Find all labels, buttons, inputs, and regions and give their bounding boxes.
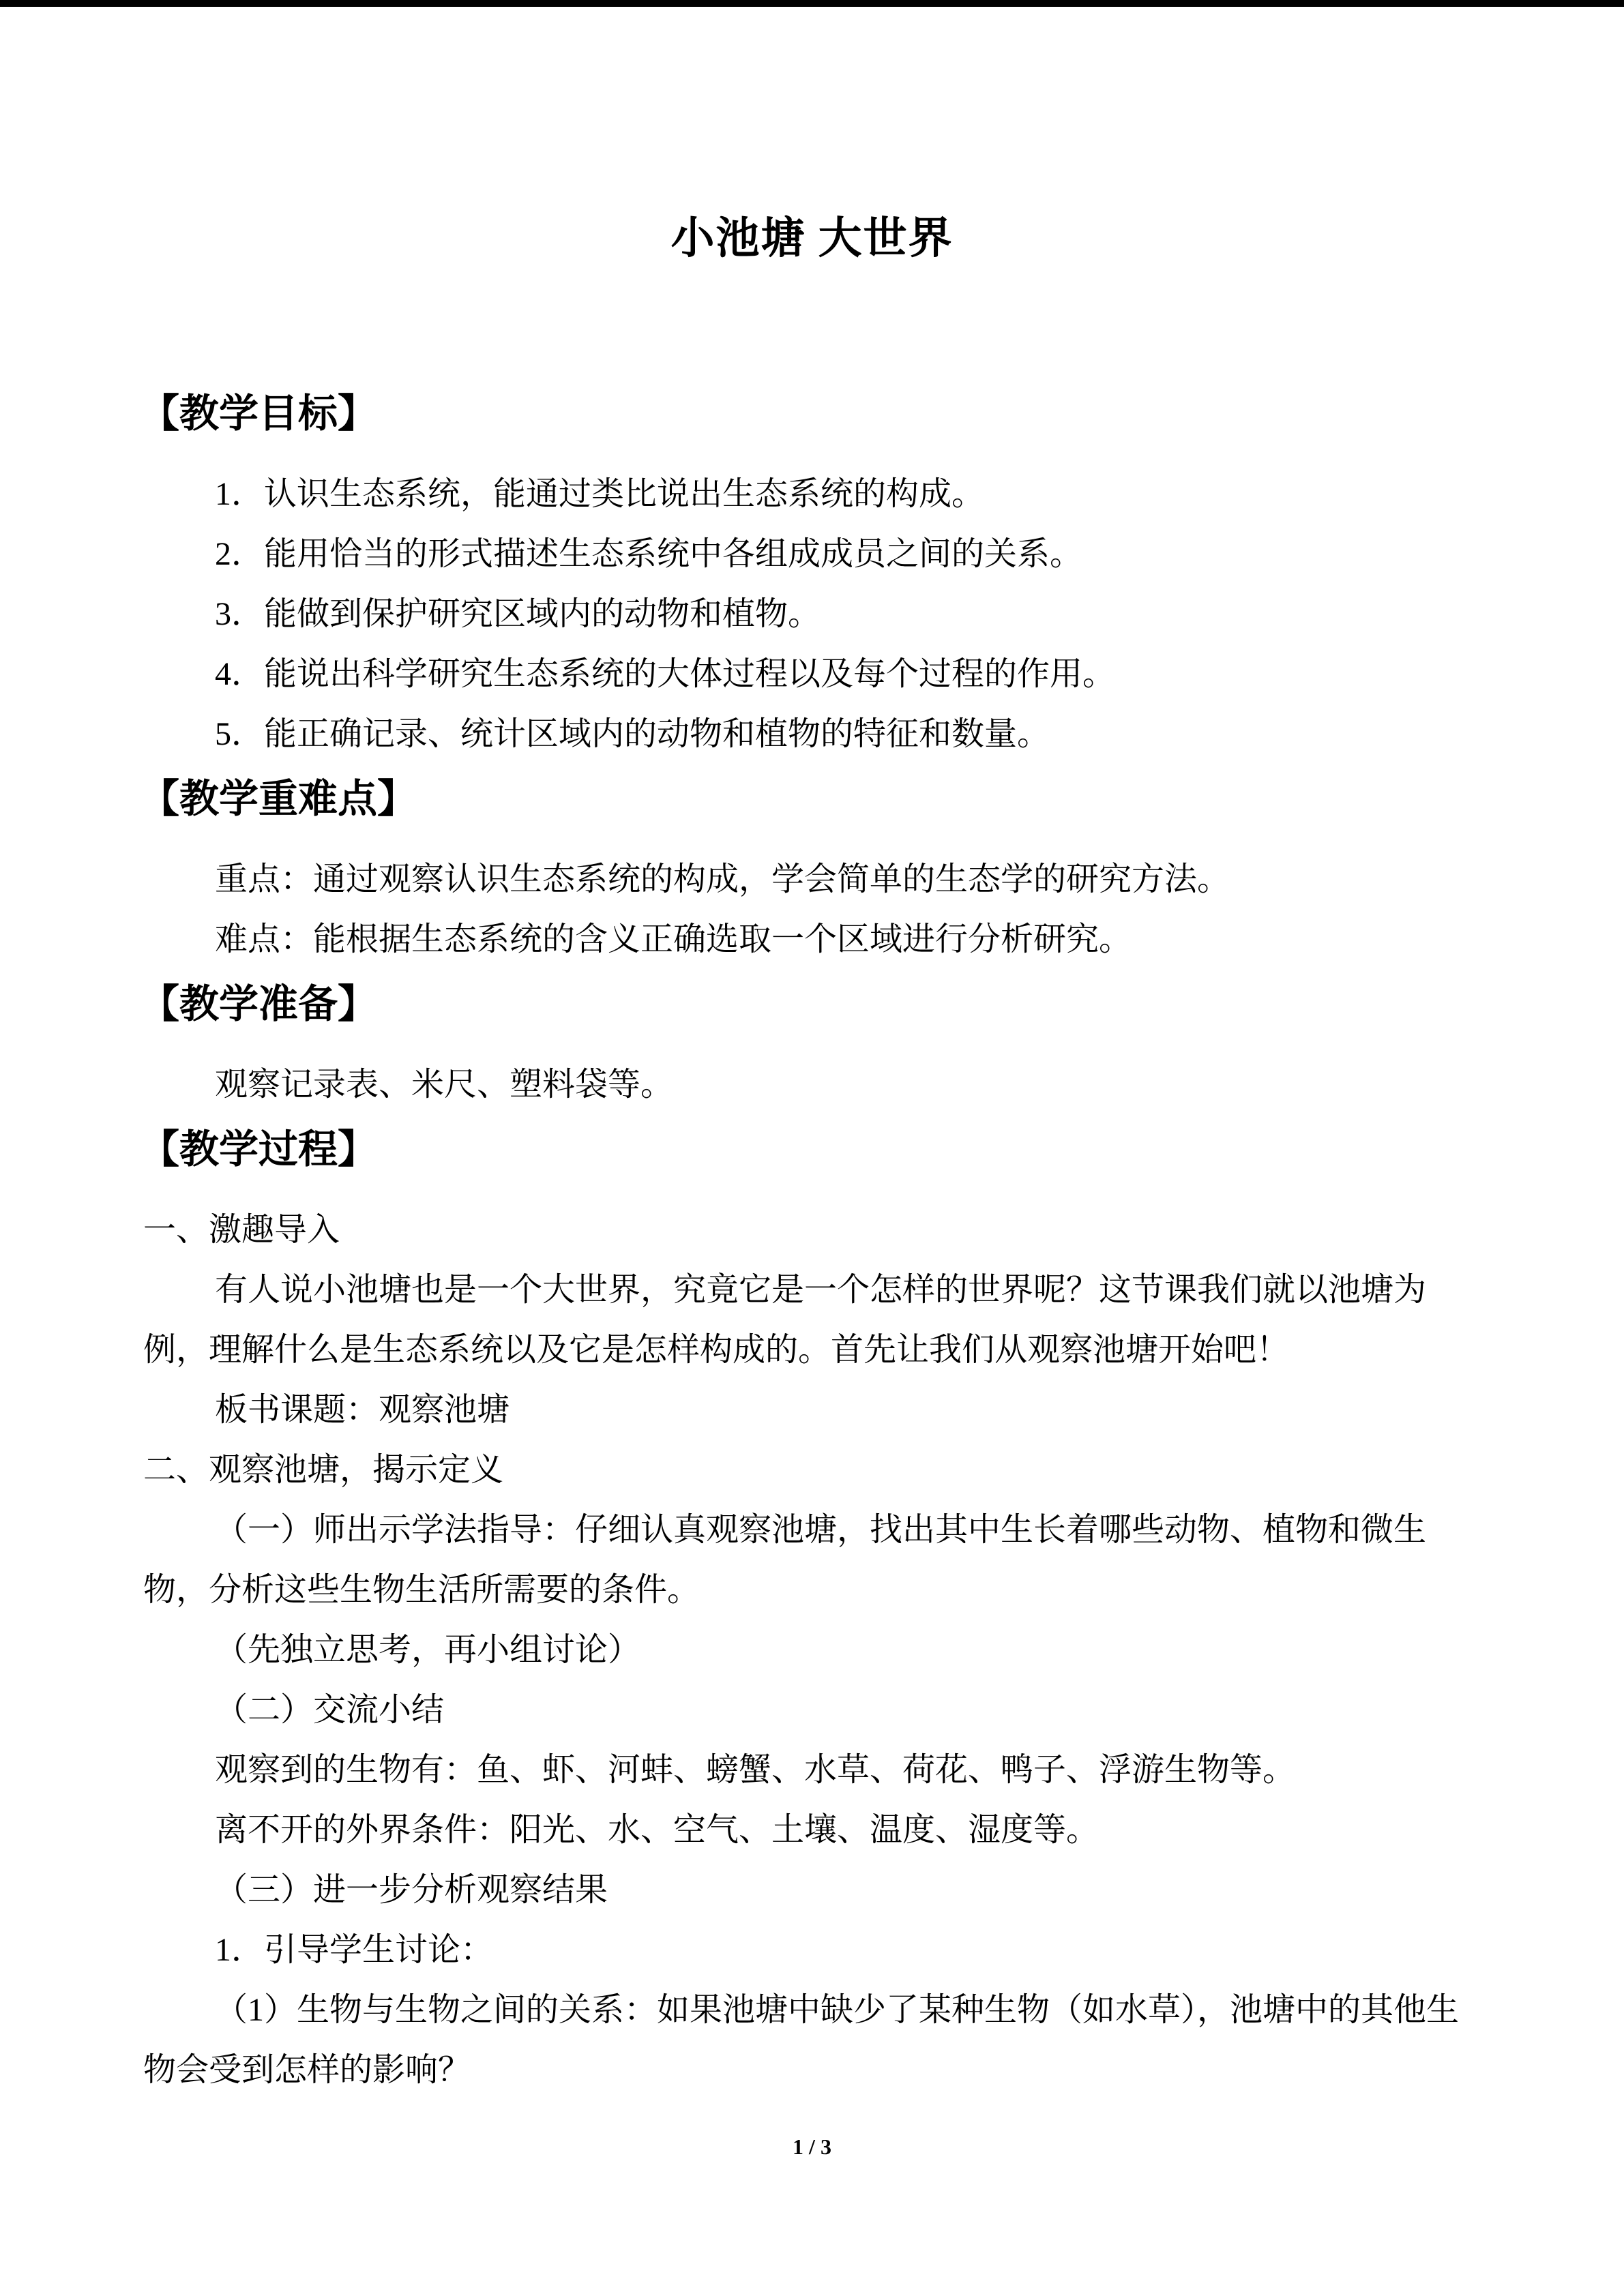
key-points-heading: 【教学重难点】 [140, 777, 417, 821]
objectives-heading: 【教学目标】 [140, 391, 378, 436]
process-line-2: 有人说小池塘也是一个大世界，究竟它是一个怎样的世界呢？这节课我们就以池塘为 [215, 1272, 1427, 1308]
process-line-11: 离不开的外界条件：阳光、水、空气、土壤、温度、湿度等。 [215, 1812, 1099, 1848]
section-key-points [0, 775, 1624, 970]
objective-item-3: 3．能做到保护研究区域内的动物和植物。 [215, 596, 821, 632]
process-line-13: 1．引导学生讨论： [215, 1932, 494, 1968]
key-point-line: 重点：通过观察认识生态系统的构成，学会简单的生态学的研究方法。 [215, 861, 1230, 897]
page-footer [0, 2133, 1624, 2160]
preparation-line: 观察记录表、米尺、塑料袋等。 [215, 1067, 674, 1103]
objective-item-1: 1．认识生态系统，能通过类比说出生态系统的构成。 [215, 476, 985, 512]
objective-item-2: 2．能用恰当的形式描述生态系统中各组成成员之间的关系。 [215, 536, 1083, 572]
process-line-9: （二）交流小结 [215, 1692, 445, 1728]
process-line-6: （一）师出示学法指导：仔细认真观察池塘，找出其中生长着哪些动物、植物和微生 [215, 1512, 1427, 1548]
process-line-3: 例，理解什么是生态系统以及它是怎样构成的。首先让我们从观察池塘开始吧！ [143, 1332, 1290, 1368]
process-heading: 【教学过程】 [140, 1127, 378, 1172]
section-objectives [0, 390, 1624, 764]
process-line-5: 二、观察池塘，揭示定义 [143, 1452, 504, 1488]
process-line-15: 物会受到怎样的影响？ [143, 2052, 471, 2088]
process-line-4: 板书课题：观察池塘 [215, 1392, 510, 1428]
process-line-7: 物，分析这些生物生活所需要的条件。 [143, 1572, 700, 1608]
page-number: 1 / 3 [793, 2134, 831, 2159]
section-preparation [0, 981, 1624, 1115]
top-edge-bar [0, 0, 1624, 7]
process-line-14: （1）生物与生物之间的关系：如果池塘中缺少了某种生物（如水草），池塘中的其他生 [215, 1992, 1460, 2028]
process-line-1: 一、激趣导入 [143, 1212, 340, 1248]
process-line-12: （三）进一步分析观察结果 [215, 1872, 608, 1908]
process-line-8: （先独立思考，再小组讨论） [215, 1632, 641, 1668]
objective-item-5: 5．能正确记录、统计区域内的动物和植物的特征和数量。 [215, 716, 1050, 752]
difficult-point-line: 难点：能根据生态系统的含义正确选取一个区域进行分析研究。 [215, 921, 1132, 957]
preparation-heading: 【教学准备】 [140, 982, 378, 1026]
process-line-10: 观察到的生物有：鱼、虾、河蚌、螃蟹、水草、荷花、鸭子、浮游生物等。 [215, 1752, 1296, 1788]
section-process [0, 1126, 1624, 2100]
document-title: 小池塘 大世界 [670, 214, 954, 263]
objective-item-4: 4．能说出科学研究生态系统的大体过程以及每个过程的作用。 [215, 656, 1116, 692]
